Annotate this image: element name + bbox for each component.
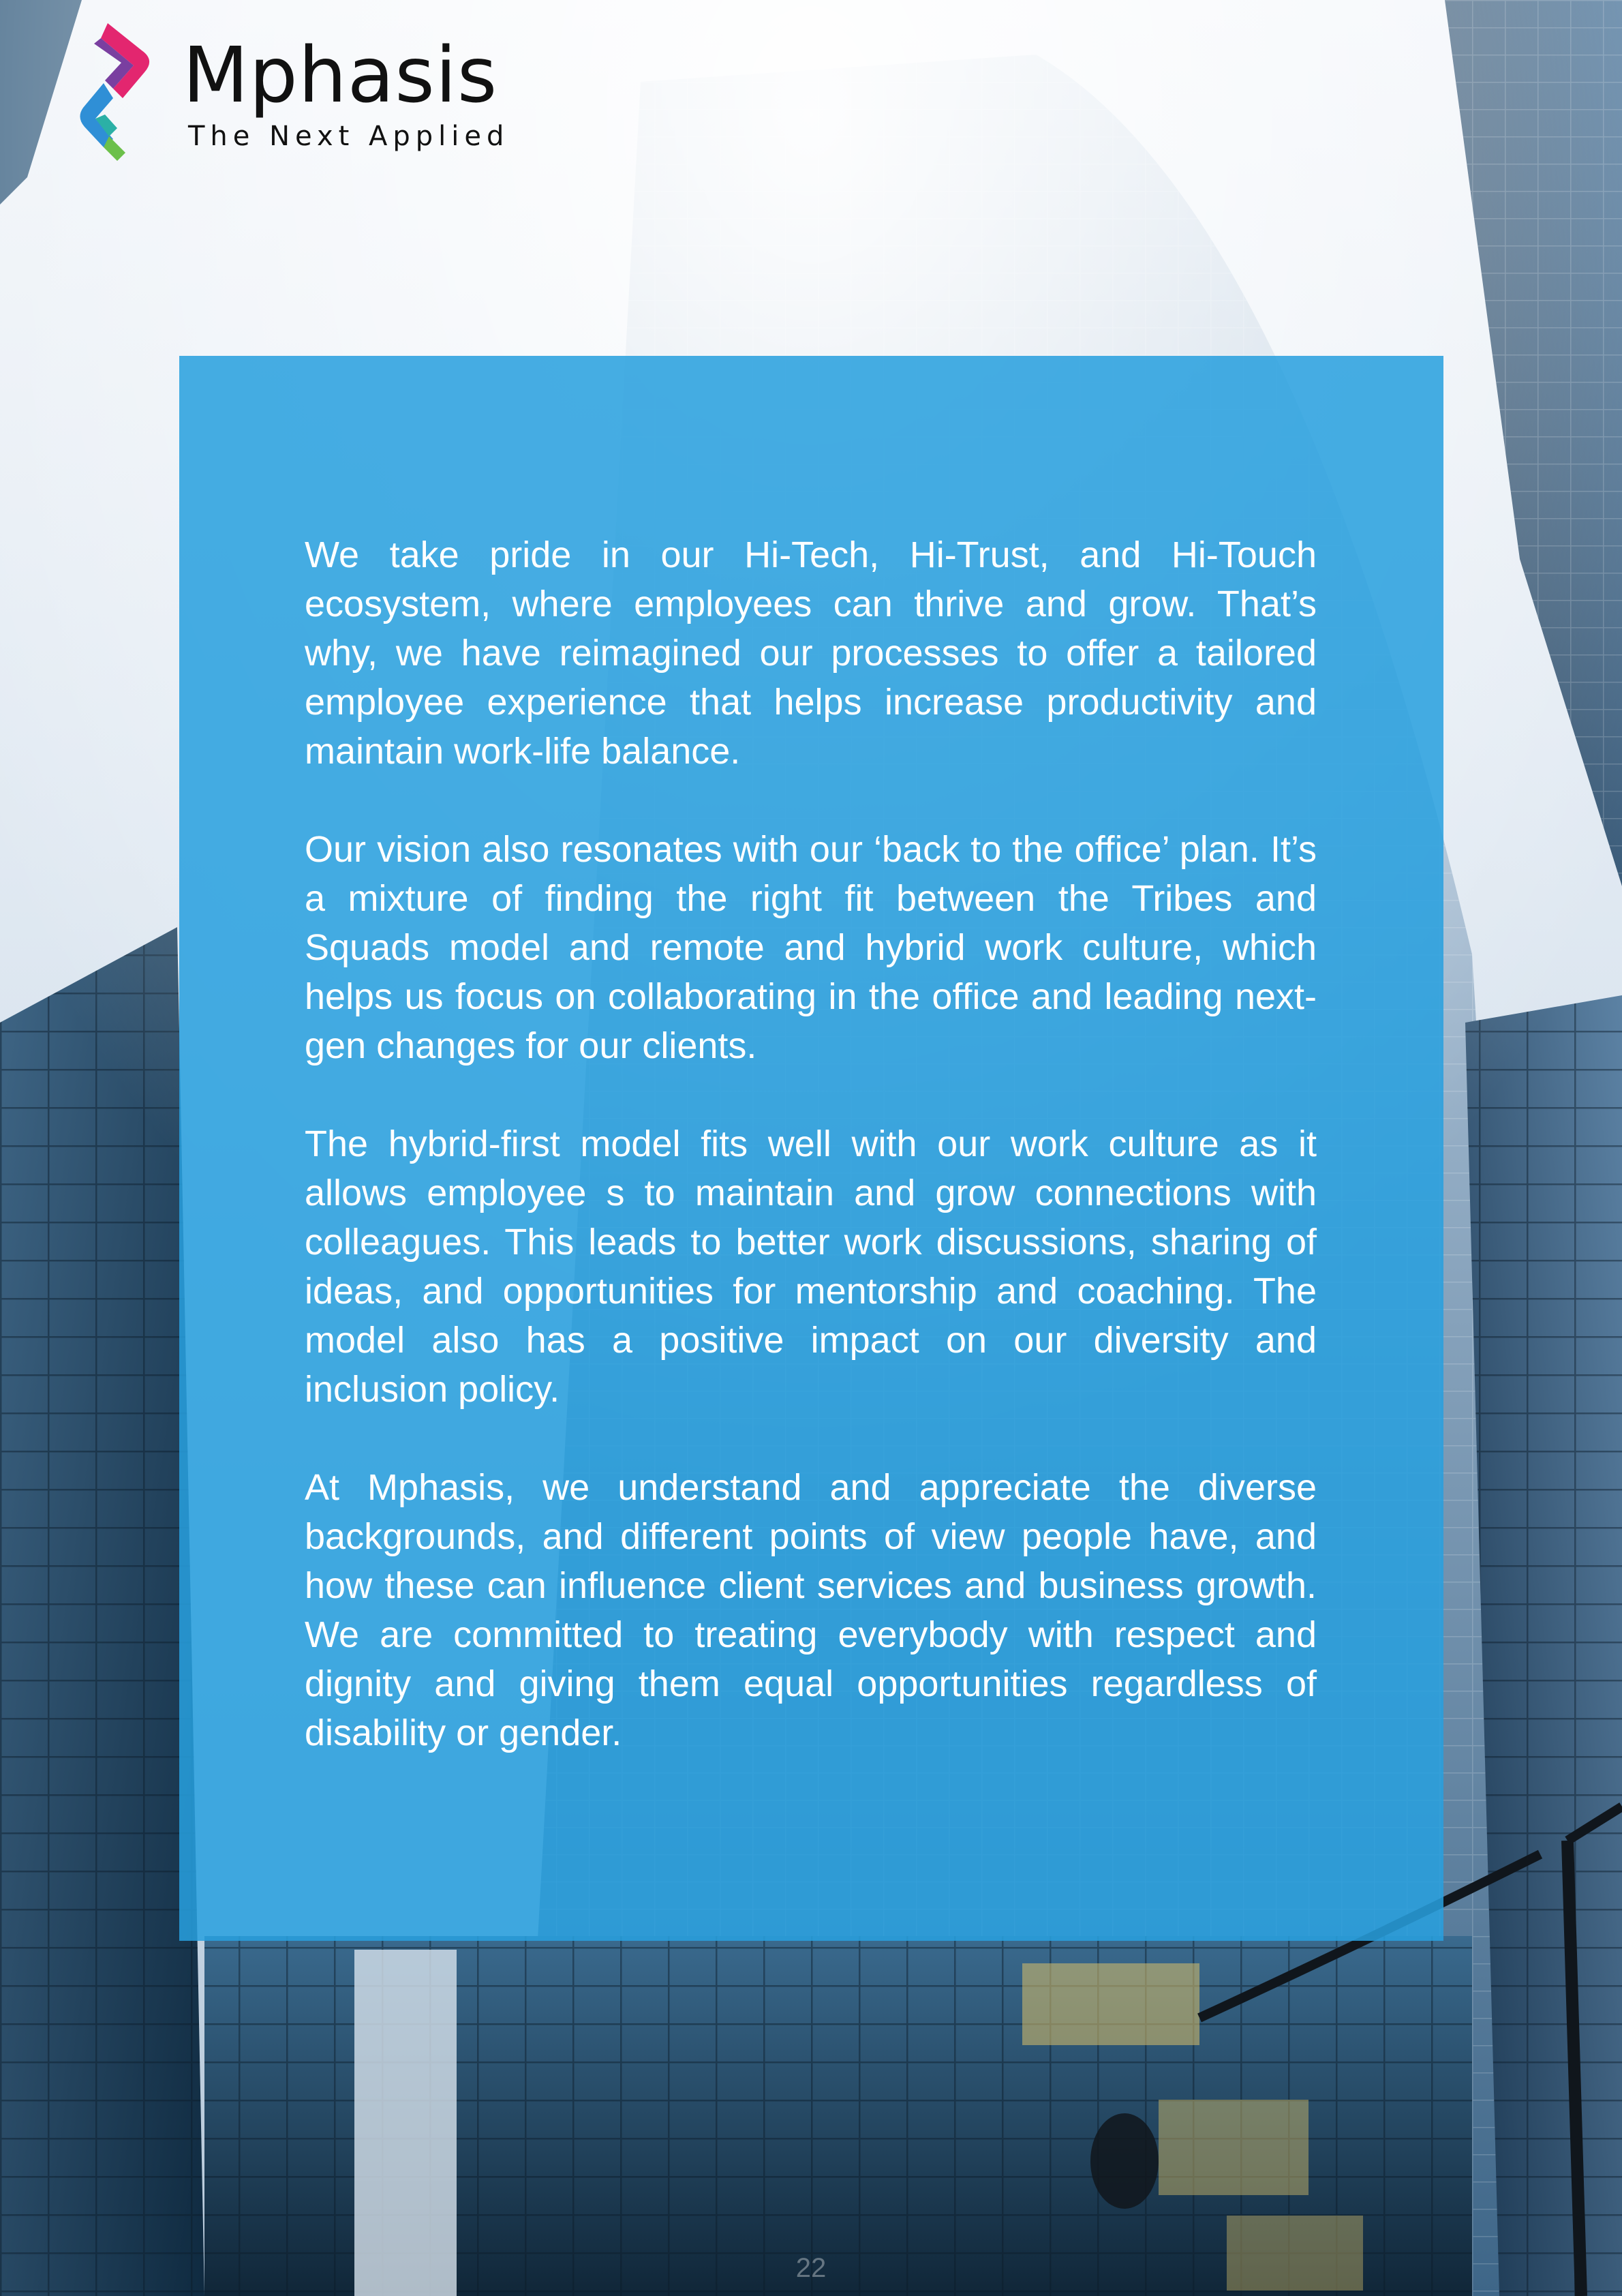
brand-name: Mphasis [183,31,498,120]
page-number: 22 [795,2253,827,2283]
paragraph: We take pride in our Hi-Tech, Hi-Trust, and Hi-Touch ecosystem, where employees can thrive and grow. That’s why, we have reimagined our processes to offer a tailored employee experience that helps increase productivity and maintain work-life balance. [305,534,1317,772]
paragraph: At Mphasis, we understand and appreciate the diverse backgrounds, and different points of view people have, and how these can influence client services and business growth. We are committed to treating everybody with respect and dignity and giving them equal opportunities regardless of disability or gender. [305,1467,1317,1753]
mphasis-logo-icon [74,18,169,168]
paragraph: The hybrid-first model fits well with our work culture as it allows employee s to maintain and grow connections with colleagues. This leads to better work discussions, sharing of ideas, and opportunities for mentorship and coaching. The model also has a positive impact on our diversity and inclusion policy. [305,1123,1317,1410]
paragraph: Our vision also resonates with our ‘back to the office’ plan. It’s a mixture of finding the right fit between the Tribes and Squads model and remote and hybrid work culture, which helps us focus on collaborating in the office and leading next-gen changes for our clients. [305,829,1317,1066]
body-text [305,530,1317,1757]
mphasis-logo [74,18,537,175]
brand-tagline: The Next Applied [188,121,510,152]
